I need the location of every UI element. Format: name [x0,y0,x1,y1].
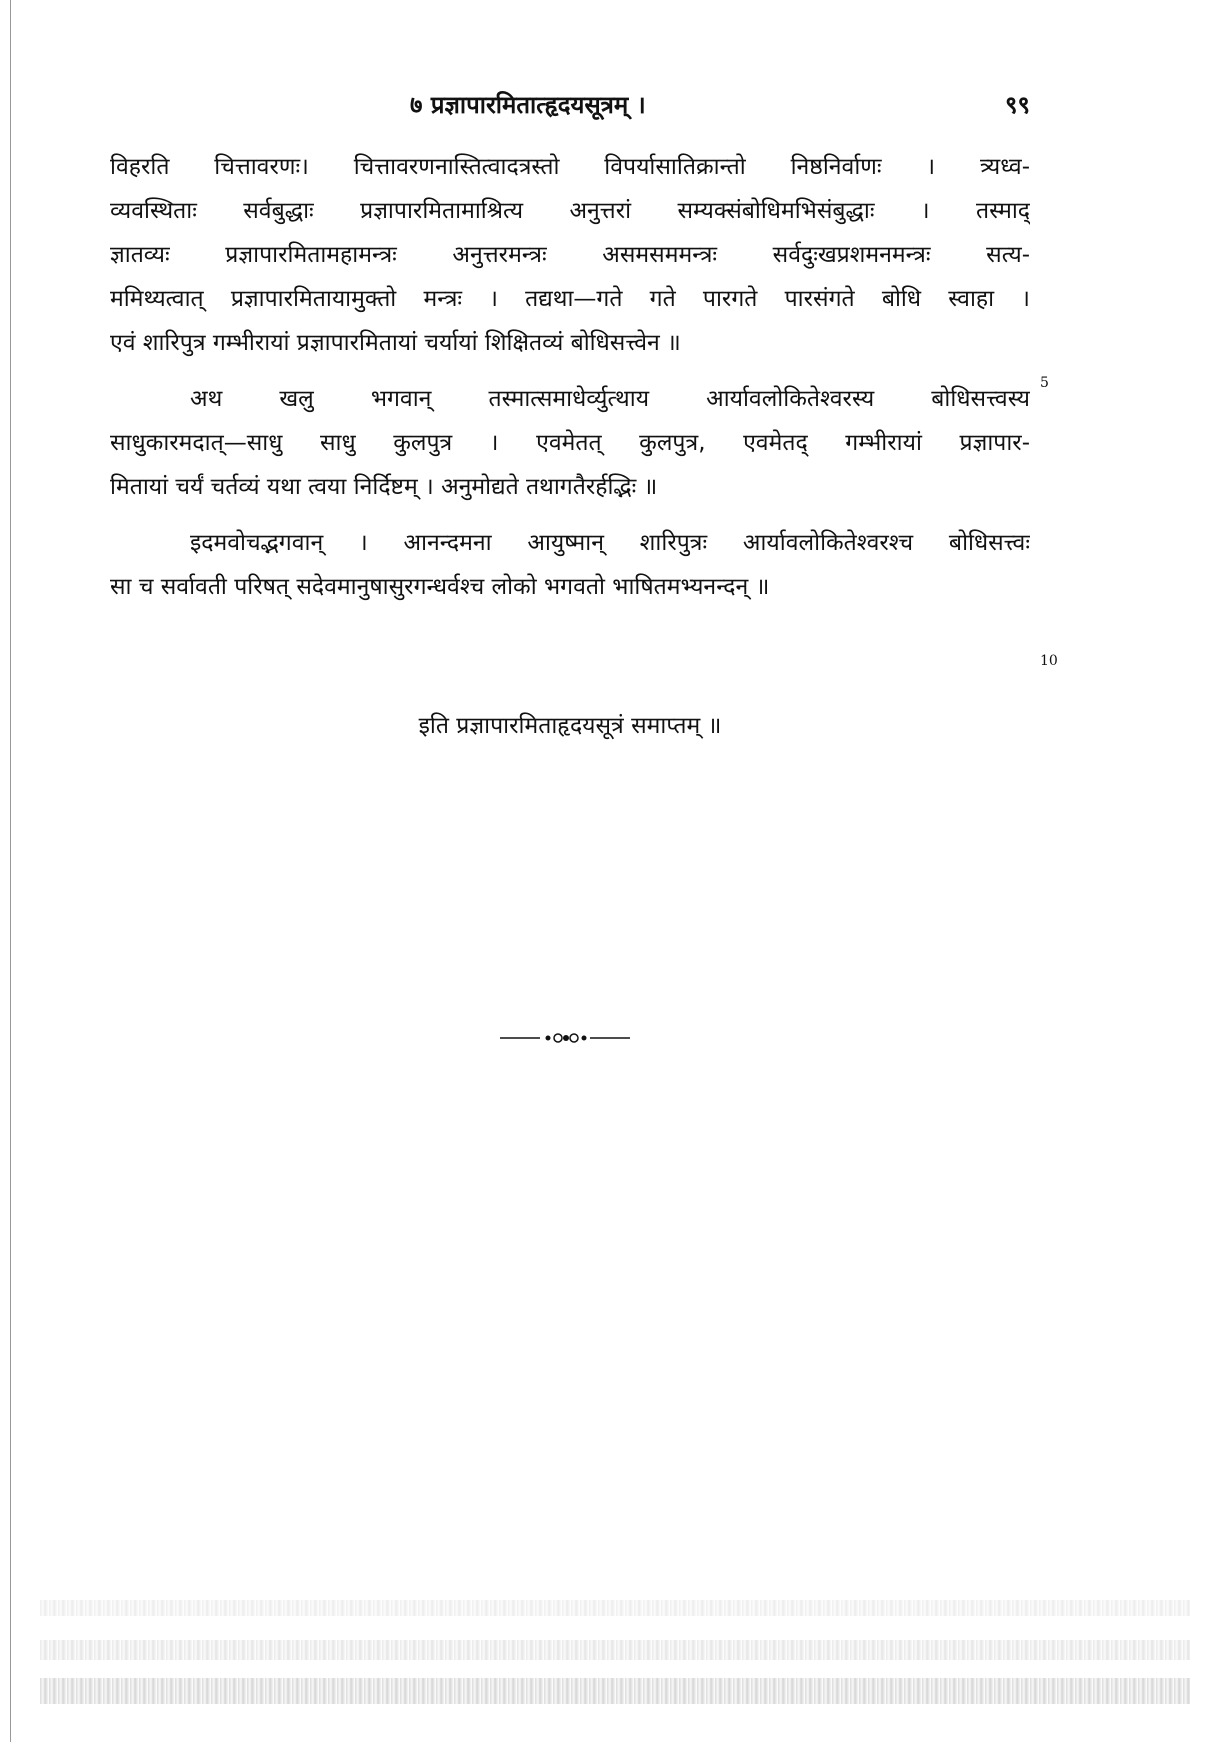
scan-noise [40,1678,1190,1704]
text-line: ममिथ्यत्वात् प्रज्ञापारमितायामुक्तो मन्त्रः । तद्यथा—गते गते पारगते पारसंगते बोधि स्वाहा । [110,286,1030,312]
text-line: मितायां चर्यं चर्तव्यं यथा त्वया निर्दिष्टम् । अनुमोद्यते तथागतैरर्हद्भिः ॥ [110,474,658,500]
text-line: साधुकारमदात्—साधु साधु कुलपुत्र । एवमेतत् कुलपुत्र, एवमेतद् गम्भीरायां प्रज्ञापार- [110,430,1030,456]
text-line: व्यवस्थिताः सर्वबुद्धाः प्रज्ञापारमितामाश्रित्य अनुत्तरां सम्यक्संबोधिमभिसंबुद्धाः । तस्माद् [110,198,1030,224]
text-line: एवं शारिपुत्र गम्भीरायां प्रज्ञापारमितायां चर्यायां शिक्षितव्यं बोधिसत्त्वेन ॥ [110,330,681,356]
body-text [110,145,1030,609]
page-number: ९९ [1005,91,1030,119]
page-edge-rule [10,0,11,1742]
text-line: ज्ञातव्यः प्रज्ञापारमितामहामन्त्रः अनुत्तरमन्त्रः असमसममन्त्रः सर्वदुःखप्रशमनमन्त्रः सत्य- [110,242,1030,268]
line-number-5: 5 [1040,375,1049,391]
line-number-10: 10 [1040,653,1058,669]
running-title: ७ प्रज्ञापारमितात्हृदयसूत्रम् । [410,91,646,119]
text-line: विहरति चित्तावरणः। चित्तावरणनास्तित्वादत्रस्तो विपर्यासातिक्रान्तो निष्ठनिर्वाणः । त्र्यध्व- [110,154,1030,180]
scan-noise [40,1600,1190,1616]
colophon: इति प्रज्ञापारमिताहृदयसूत्रं समाप्तम् ॥ [418,713,722,739]
text-line: इदमवोचद्भगवान् । आनन्दमना आयुष्मान् शारिपुत्रः आर्यावलोकितेश्वरश्च बोधिसत्त्वः [190,530,1030,556]
ornament-divider-icon [500,1030,630,1046]
text-line: अथ खलु भगवान् तस्मात्समाधेर्व्युत्थाय आर्यावलोकितेश्वरस्य बोधिसत्त्वस्य [190,386,1030,412]
running-head [110,88,1030,128]
text-line: सा च सर्वावती परिषत् सदेवमानुषासुरगन्धर्वश्च लोको भगवतो भाषितमभ्यनन्दन् ॥ [110,574,770,600]
scan-noise [40,1640,1190,1660]
